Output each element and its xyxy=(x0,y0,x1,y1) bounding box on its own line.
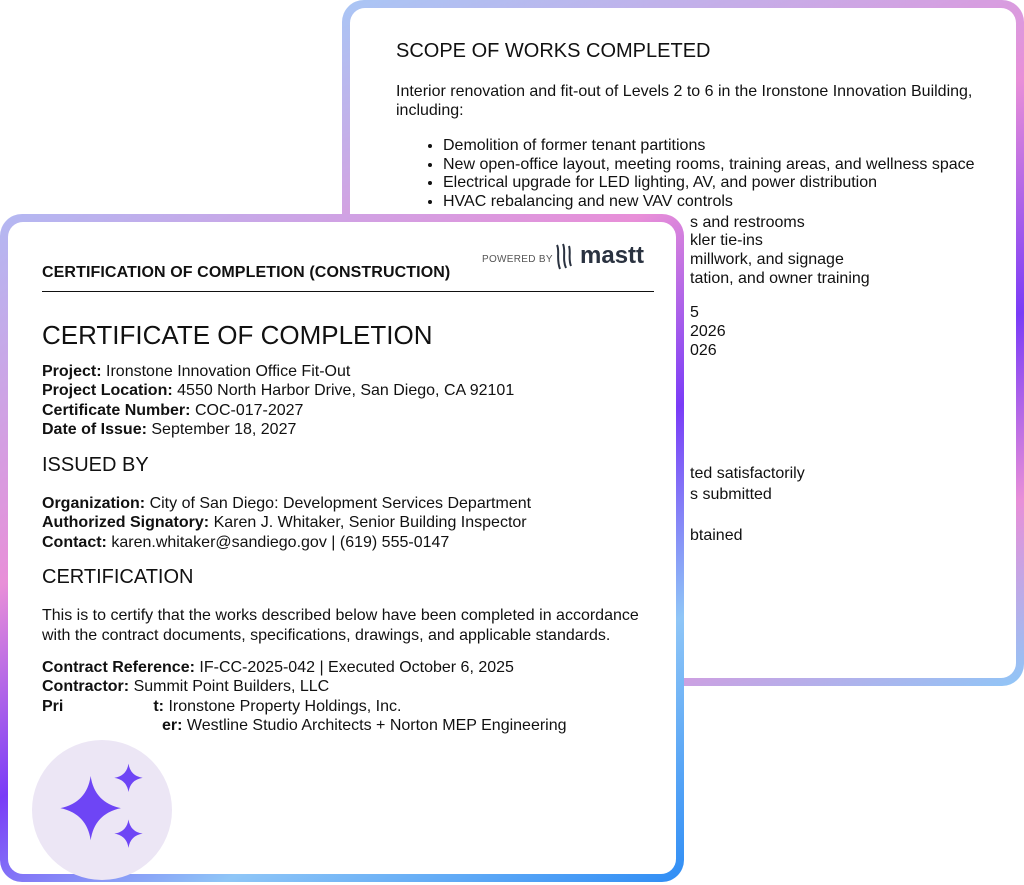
mastt-logo: mastt xyxy=(580,242,645,269)
list-item: • New open-office layout, meeting rooms, training areas, and wellness space xyxy=(443,156,975,175)
scope-fragment: btained xyxy=(690,527,743,544)
certification-heading: CERTIFICATION xyxy=(42,566,194,588)
ai-sparkle-button[interactable] xyxy=(32,740,172,880)
contract-details: Contract Reference: IF-CC-2025-042 | Executed October 6, 2025 Contractor: Summit Point Builders, LLC Pri t: Ironstone Property Holdings, Inc. er: Westline Studio Architects + Norton MEP Engineering xyxy=(42,659,567,734)
scope-fragment: 5 xyxy=(690,304,699,321)
scope-fragment: s and restrooms xyxy=(690,214,805,231)
list-item: • Demolition of former tenant partitions xyxy=(443,137,975,156)
issuer-details: Organization: City of San Diego: Development Services Department Authorized Signatory: Karen J. Whitaker, Senior Building Inspector Contact: karen.whitaker@sandiego.gov | (619) 555-0147 xyxy=(42,495,532,551)
certificate-title: CERTIFICATE OF COMPLETION xyxy=(42,320,433,350)
scope-fragment: millwork, and signage xyxy=(690,251,844,268)
scope-fragment: ted satisfactorily xyxy=(690,465,805,482)
scope-fragment: s submitted xyxy=(690,486,772,503)
scope-fragment: tation, and owner training xyxy=(690,270,870,287)
list-item: • HVAC rebalancing and new VAV controls xyxy=(443,193,975,212)
issued-by-heading: ISSUED BY xyxy=(42,454,149,476)
scope-fragment: kler tie-ins xyxy=(690,232,763,249)
project-details: Project: Ironstone Innovation Office Fit-Out Project Location: 4550 North Harbor Drive, San Diego, CA 92101 Certificate Number: COC-017-2027 Date of Issue: September 18, 2027 xyxy=(42,363,515,438)
sparkles-icon xyxy=(32,740,172,880)
certification-text: This is to certify that the works described below have been completed in accordance with the contract documents, specifications, drawings, and applicable standards. xyxy=(42,607,639,644)
list-item: • Electrical upgrade for LED lighting, AV, and power distribution xyxy=(443,174,975,193)
scope-fragment: 026 xyxy=(690,342,717,359)
scope-fragment: 2026 xyxy=(690,323,726,340)
scope-list xyxy=(396,137,975,211)
mastt-logo-icon xyxy=(554,243,576,271)
powered-by-label: POWERED BY xyxy=(482,254,553,265)
header-divider xyxy=(42,291,654,292)
certificate-header: CERTIFICATION OF COMPLETION (CONSTRUCTION) xyxy=(42,264,451,281)
scope-title: SCOPE OF WORKS COMPLETED xyxy=(396,40,711,62)
scope-intro: Interior renovation and fit-out of Levels 2 to 6 in the Ironstone Innovation Building, including: xyxy=(396,83,973,119)
